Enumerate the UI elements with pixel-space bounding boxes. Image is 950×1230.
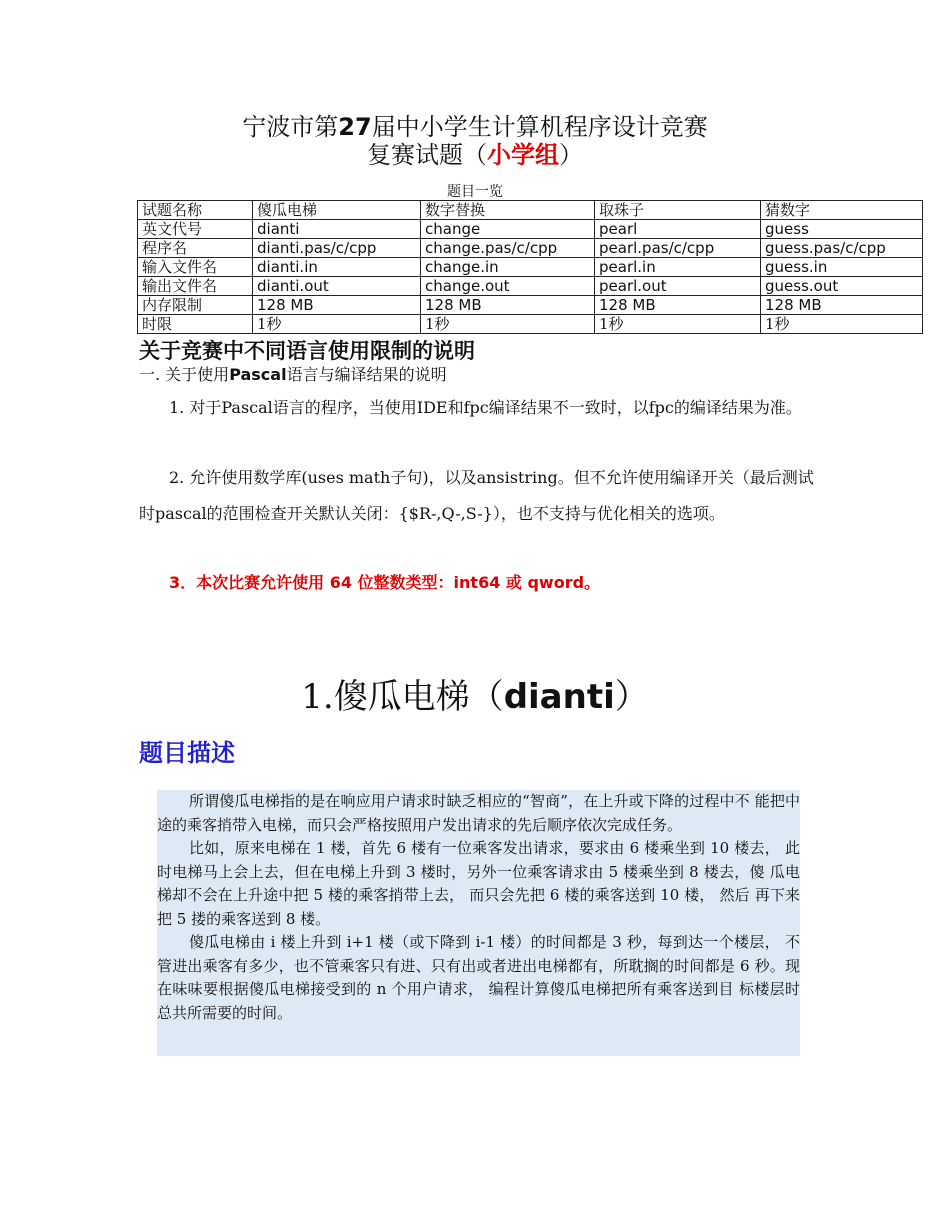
rules-heading: 关于竞赛中不同语言使用限制的说明 [139, 339, 475, 363]
table-cell: 猜数字 [761, 201, 923, 220]
description-box [157, 790, 800, 1056]
title-prefix: 宁波市第 [242, 113, 339, 141]
table-cell: pearl.out [595, 277, 761, 296]
table-cell: dianti.in [253, 258, 421, 277]
problem-1-name: 傻瓜电梯（ [333, 677, 504, 717]
table-cell: 128 MB [421, 296, 595, 315]
table-row-label: 试题名称 [138, 201, 253, 220]
rule-item-3: 3．本次比赛允许使用 64 位整数类型：int64 或 qword。 [169, 573, 601, 592]
table-row-label: 时限 [138, 315, 253, 334]
table-row [138, 201, 923, 220]
table-cell: 傻瓜电梯 [253, 201, 421, 220]
description-heading: 题目描述 [139, 739, 235, 767]
description-paragraph-3: 傻瓜电梯由 i 楼上升到 i+1 楼（或下降到 i-1 楼）的时间都是 3 秒，每到达一个楼层， 不管进出乘客有多少，也不管乘客只有进、只有出或者进出电梯都有，所耽搁的时间都是 6 秒。现在味味要根据傻瓜电梯接受到的 n 个用户请求， 编程计算傻瓜电梯把所有乘客送到目 标楼层时总共所需要的时间。 [157, 933, 800, 1022]
table-cell: 1秒 [595, 315, 761, 334]
table-cell: dianti.pas/c/cpp [253, 239, 421, 258]
table-cell: 128 MB [761, 296, 923, 315]
table-cell: pearl [595, 220, 761, 239]
rule-item-2: 2. 允许使用数学库(uses math子句)，以及ansistring。但不允许使用编译开关（最后测试时pascal的范围检查开关默认关闭：{$R-,Q-,S-}），也不支持与优化相关的选项。 [139, 468, 814, 523]
sub1-prefix: 一. 关于使用 [139, 365, 230, 384]
sub1-suffix: 语言与编译结果的说明 [286, 365, 447, 384]
title-number: 27 [338, 113, 372, 141]
problem-1-number: 1. [301, 677, 334, 717]
rules-section-1-heading [139, 364, 447, 386]
table-cell: pearl.pas/c/cpp [595, 239, 761, 258]
table-row-label: 内存限制 [138, 296, 253, 315]
table-cell: change [421, 220, 595, 239]
table-cell: guess.pas/c/cpp [761, 239, 923, 258]
table-cell: dianti.out [253, 277, 421, 296]
problem-1-close: ） [614, 677, 649, 717]
table-cell: 数字替换 [421, 201, 595, 220]
table-row [138, 277, 923, 296]
rule-item-1: 1. 对于Pascal语言的程序，当使用IDE和fpc编译结果不一致时，以fpc的编译结果为准。 [169, 398, 802, 417]
table-cell: change.in [421, 258, 595, 277]
problem-1-title [0, 672, 950, 722]
problem-1-code: dianti [503, 677, 615, 717]
table-cell: change.out [421, 277, 595, 296]
table-row [138, 315, 923, 334]
table-cell: 1秒 [421, 315, 595, 334]
table-cell: change.pas/c/cpp [421, 239, 595, 258]
table-cell: 1秒 [761, 315, 923, 334]
table-cell: guess [761, 220, 923, 239]
table-row [138, 296, 923, 315]
table-cell: 128 MB [595, 296, 761, 315]
table-cell: dianti [253, 220, 421, 239]
table-row-label: 输出文件名 [138, 277, 253, 296]
table-row-label: 程序名 [138, 239, 253, 258]
table-cell: pearl.in [595, 258, 761, 277]
subtitle-suffix: ） [559, 141, 583, 169]
problem-overview-table [137, 200, 923, 334]
table-cell: 128 MB [253, 296, 421, 315]
table-cell: guess.out [761, 277, 923, 296]
table-cell: 取珠子 [595, 201, 761, 220]
table-row [138, 220, 923, 239]
table-cell: guess.in [761, 258, 923, 277]
table-row [138, 239, 923, 258]
description-paragraph-2: 比如，原来电梯在 1 楼，首先 6 楼有一位乘客发出请求，要求由 6 楼乘坐到 10 楼去， 此时电梯马上会上去，但在电梯上升到 3 楼时，另外一位乘客请求由 5 楼乘坐到 8 楼去，傻 瓜电梯却不会在上升途中把 5 楼的乘客捎带上去， 而只会先把 6 楼的乘客送到 10 楼， 然后 再下来把 5 搂的乘客送到 8 楼。 [157, 839, 800, 928]
subtitle-prefix: 复赛试题（ [367, 141, 487, 169]
subtitle-group: 小学组 [487, 141, 559, 169]
table-row-label: 英文代号 [138, 220, 253, 239]
sub1-lang: Pascal [229, 365, 287, 384]
contest-title [0, 112, 950, 142]
description-paragraph-1: 所谓傻瓜电梯指的是在响应用户请求时缺乏相应的“智商”，在上升或下降的过程中不 能把中途的乘客捎带入电梯，而只会严格按照用户发出请求的先后顺序依次完成任务。 [157, 792, 800, 834]
table-row-label: 输入文件名 [138, 258, 253, 277]
table-caption: 题目一览 [447, 184, 503, 200]
table-row [138, 258, 923, 277]
title-suffix: 届中小学生计算机程序设计竞赛 [371, 113, 708, 141]
table-cell: 1秒 [253, 315, 421, 334]
contest-subtitle [0, 140, 950, 170]
